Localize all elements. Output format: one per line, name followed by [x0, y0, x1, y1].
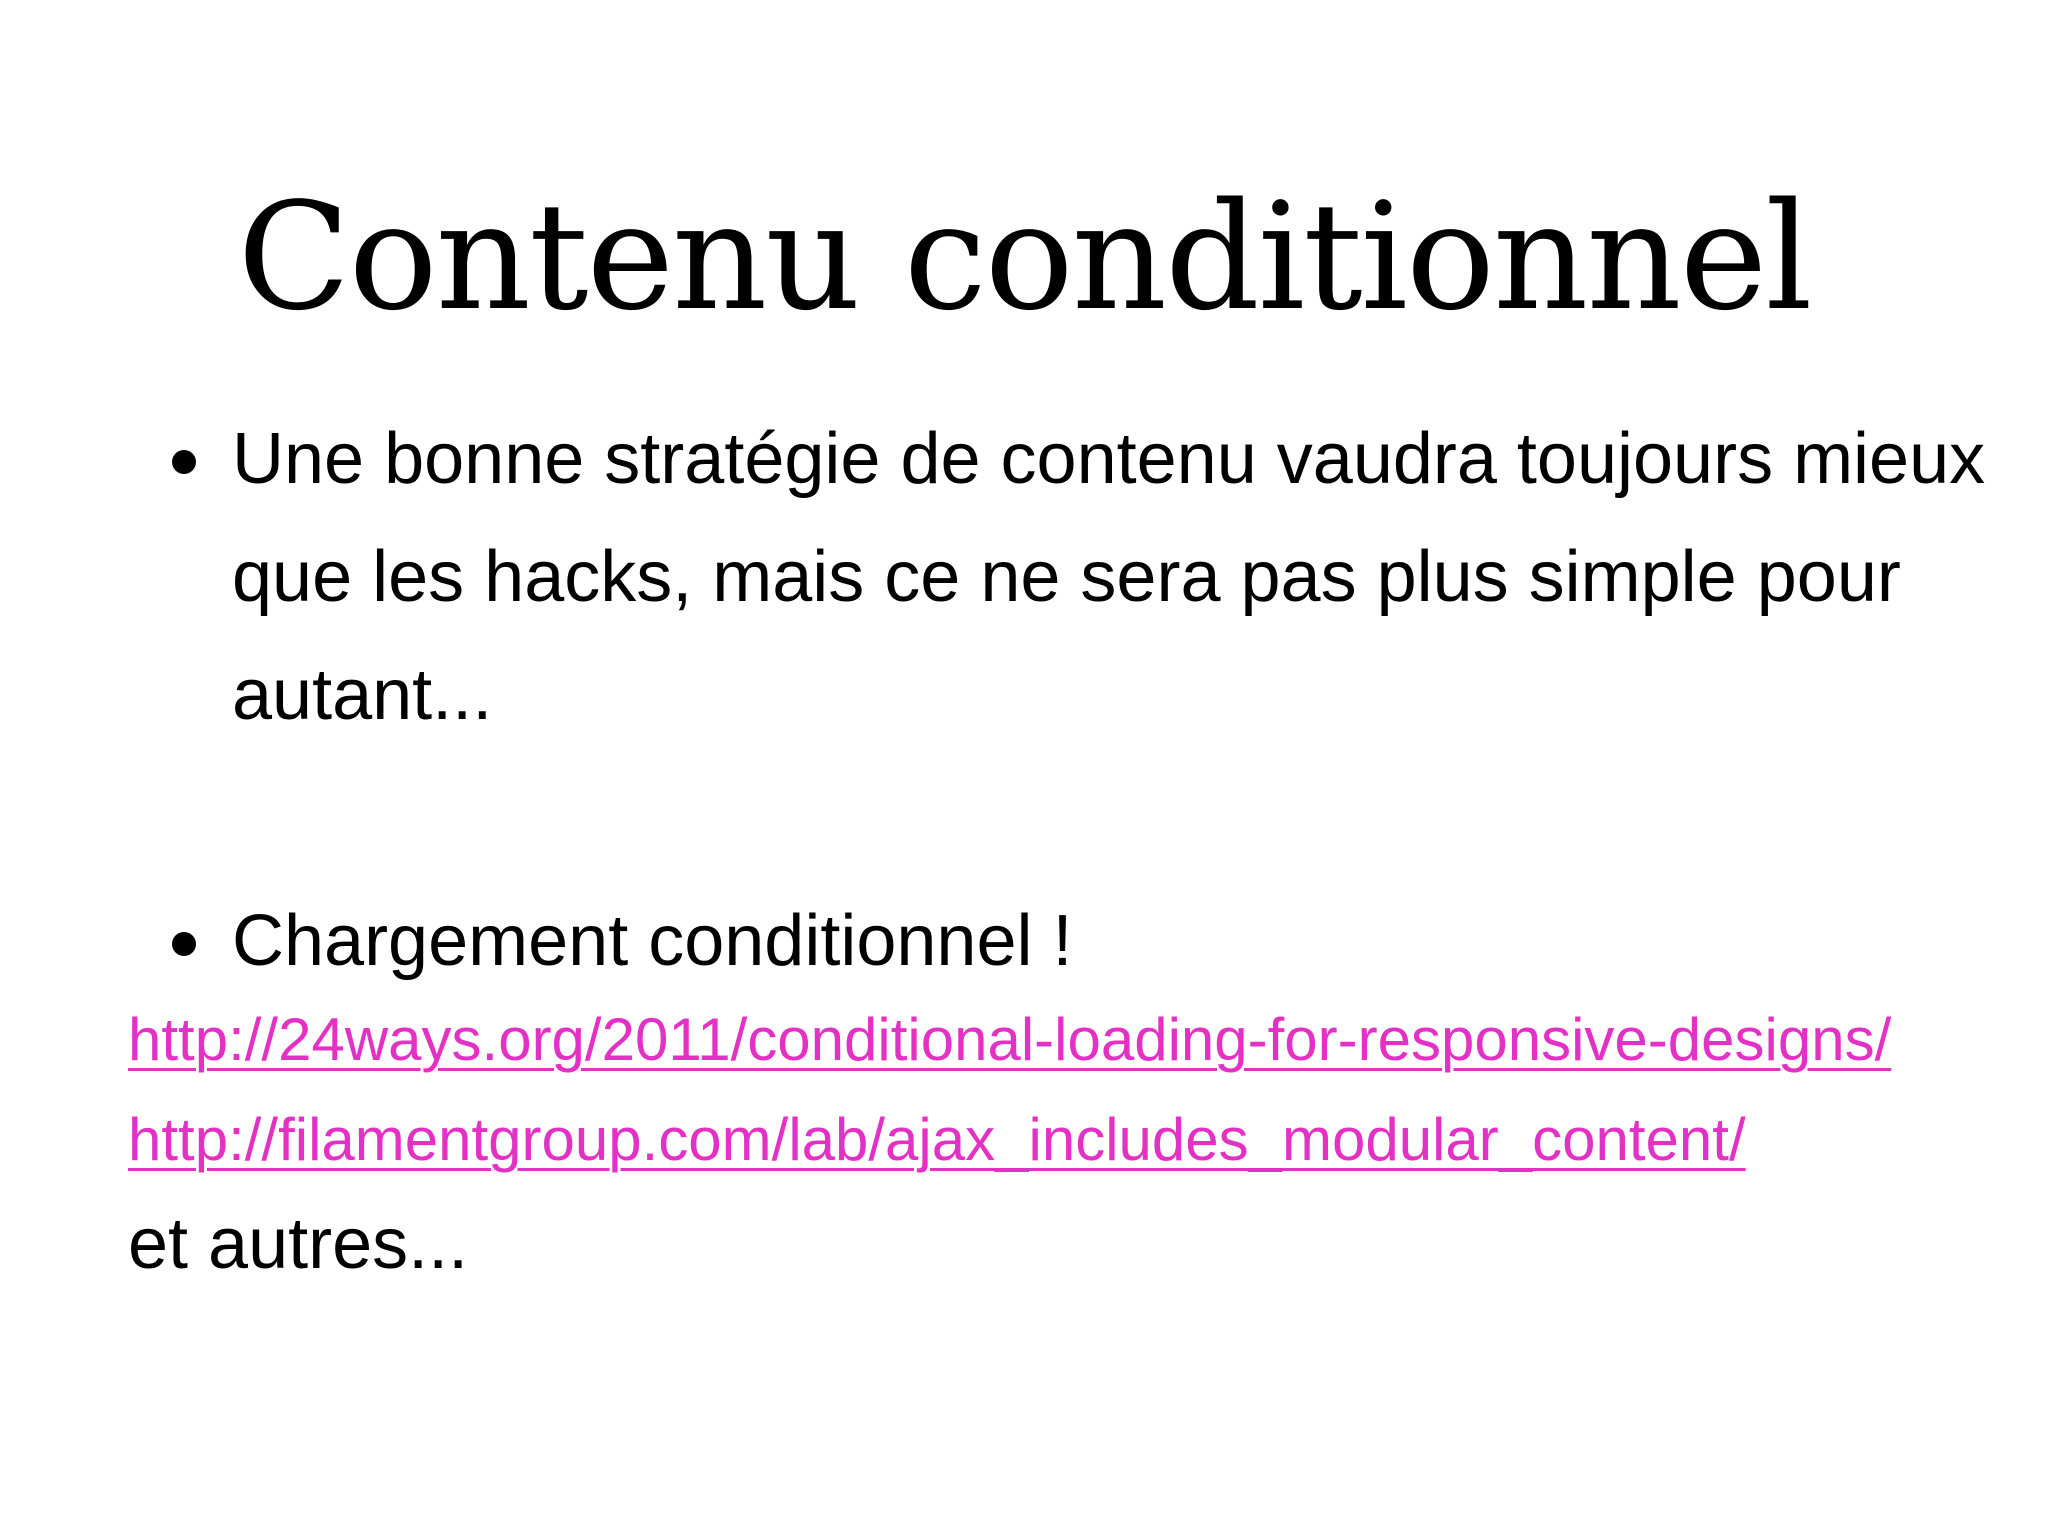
links-block: [128, 990, 2028, 1296]
bullet-list: [160, 400, 2040, 1000]
link-24ways[interactable]: http://24ways.org/2011/conditional-loading-for-responsive-designs/: [128, 1006, 1892, 1073]
bullet-line-2: que les hacks, mais ce ne sera pas plus simple pour: [232, 537, 1901, 617]
bullet-item-conditional-loading: [160, 882, 2040, 1000]
bullet-line-3: autant...: [232, 655, 493, 735]
link-filamentgroup[interactable]: http://filamentgroup.com/lab/ajax_includes_modular_content/: [128, 1106, 1746, 1173]
bullet-text: Chargement conditionnel !: [232, 901, 1073, 981]
bullet-line-1: Une bonne stratégie de contenu vaudra toujours mieux: [232, 419, 1986, 499]
closing-text: et autres...: [128, 1204, 469, 1284]
slide-title: Contenu conditionnel: [237, 171, 1811, 344]
bullet-item-strategy: [160, 400, 2040, 754]
bullet-icon: [172, 932, 196, 956]
bullet-icon: [172, 450, 196, 474]
